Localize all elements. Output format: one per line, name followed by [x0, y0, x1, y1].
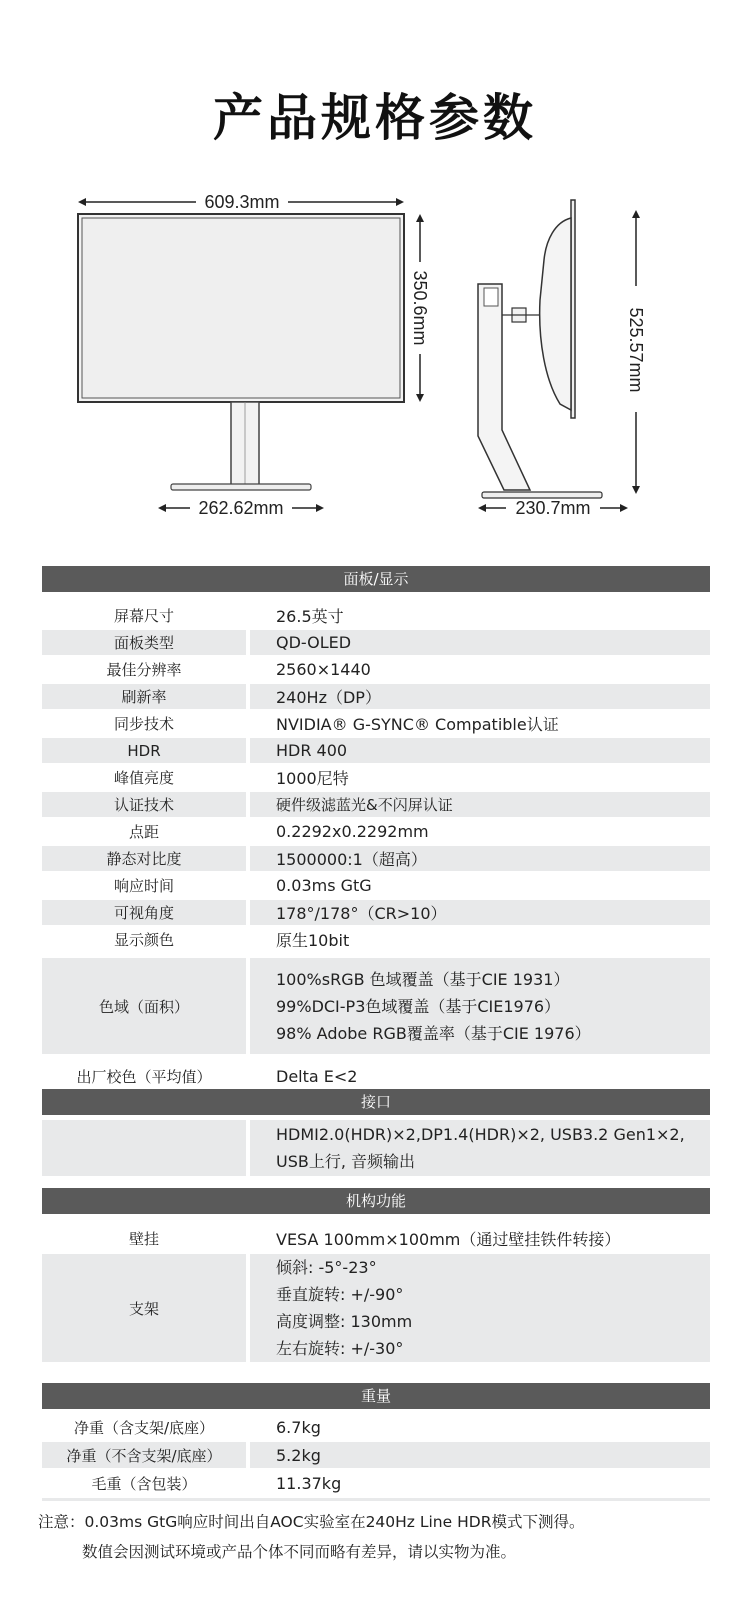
spec-label: 支架 — [42, 1254, 246, 1362]
spec-row — [42, 765, 710, 790]
spec-row — [42, 1414, 710, 1440]
spec-value: 0.2292x0.2292mm — [276, 822, 429, 841]
spec-label: HDR — [42, 738, 246, 763]
section-header-mechanical: 机构功能 — [42, 1188, 710, 1214]
spec-label: 毛重（含包装） — [91, 1474, 197, 1493]
spec-row — [42, 711, 710, 736]
gamut-line: 98% Adobe RGB覆盖率（基于CIE 1976） — [276, 1023, 591, 1043]
spec-value: QD-OLED — [250, 630, 710, 655]
spec-row — [42, 603, 710, 628]
spec-value: 11.37kg — [276, 1473, 342, 1493]
base-width-label: 262.62mm — [198, 498, 284, 518]
gamut-line: 100%sRGB 色域覆盖（基于CIE 1931） — [276, 969, 570, 989]
spec-label: 屏幕尺寸 — [113, 607, 174, 625]
spec-row — [42, 792, 710, 817]
spec-row — [42, 1442, 710, 1468]
spec-value: NVIDIA® G-SYNC® Compatible认证 — [276, 715, 559, 734]
spec-value: 26.5英寸 — [276, 607, 344, 626]
spec-value: 5.2kg — [250, 1442, 710, 1468]
spec-value: 1000尼特 — [276, 769, 349, 788]
front-view — [78, 214, 404, 490]
footnote-line: 注意：0.03ms GtG响应时间出自AOC实验室在240Hz Line HDR模式下测得。 — [38, 1513, 585, 1531]
dimension-diagram — [0, 190, 750, 550]
spec-row — [42, 873, 710, 898]
spec-value: 0.03ms GtG — [276, 876, 372, 895]
spec-label: 静态对比度 — [42, 846, 246, 871]
divider — [42, 1498, 710, 1501]
spec-label: 同步技术 — [113, 715, 174, 733]
ports-line: USB上行, 音频输出 — [276, 1152, 416, 1171]
spec-value: 240Hz（DP） — [250, 684, 710, 709]
spec-value: 原生10bit — [276, 931, 350, 950]
spec-row — [42, 738, 710, 763]
spec-row — [42, 927, 710, 952]
stand-line: 高度调整: 130mm — [276, 1312, 413, 1331]
stand-line: 垂直旋转: +/-90° — [276, 1285, 404, 1304]
spec-row — [42, 630, 710, 655]
spec-label: 显示颜色 — [113, 931, 174, 949]
spec-label: 净重（含支架/底座） — [73, 1418, 215, 1437]
spec-label: 色域（面积） — [42, 958, 246, 1054]
spec-value: Delta E<2 — [276, 1066, 358, 1086]
section-header-panel: 面板/显示 — [42, 566, 710, 592]
total-height-label: 525.57mm — [626, 307, 646, 393]
spec-value: 178°/178°（CR>10） — [250, 900, 710, 925]
spec-label: 点距 — [128, 823, 159, 841]
spec-label: 净重（不含支架/底座） — [42, 1442, 246, 1468]
footnote-line: 数值会因测试环境或产品个体不同而略有差异，请以实物为准。 — [82, 1543, 517, 1561]
spec-row — [42, 657, 710, 682]
ports-line: HDMI2.0(HDR)×2,DP1.4(HDR)×2, USB3.2 Gen1×2, — [276, 1125, 685, 1144]
spec-label: 峰值亮度 — [113, 769, 174, 787]
width-label: 609.3mm — [204, 192, 280, 212]
stand-line: 倾斜: -5°-23° — [276, 1258, 377, 1277]
spec-row — [42, 1226, 710, 1251]
spec-value: 2560×1440 — [276, 660, 371, 679]
spec-label: 响应时间 — [113, 877, 174, 895]
spec-value: 1500000:1（超高） — [250, 846, 710, 871]
spec-value — [250, 1254, 710, 1362]
spec-label: 壁挂 — [128, 1230, 159, 1248]
spec-value — [250, 958, 710, 1054]
spec-row — [42, 684, 710, 709]
side-view — [478, 200, 602, 498]
spec-label: 出厂校色（平均值） — [76, 1067, 212, 1086]
spec-value: 6.7kg — [276, 1417, 321, 1437]
spec-row-ports — [42, 1120, 710, 1176]
screen-height-label: 350.6mm — [410, 270, 430, 346]
spec-value: 硬件级滤蓝光&不闪屏认证 — [250, 792, 710, 817]
spec-label: 认证技术 — [42, 792, 246, 817]
spec-row-gamut — [42, 958, 710, 1054]
spec-row — [42, 1064, 710, 1088]
spec-value — [250, 1120, 710, 1176]
spec-label: 刷新率 — [42, 684, 246, 709]
spec-label: 最佳分辨率 — [106, 661, 182, 679]
spec-label: 可视角度 — [42, 900, 246, 925]
section-header-ports: 接口 — [42, 1089, 710, 1115]
spec-value: VESA 100mm×100mm（通过壁挂铁件转接） — [276, 1230, 621, 1249]
spec-row — [42, 900, 710, 925]
spec-row — [42, 819, 710, 844]
spec-row — [42, 1470, 710, 1496]
gamut-line: 99%DCI-P3色域覆盖（基于CIE1976） — [276, 996, 561, 1016]
spec-row-stand — [42, 1254, 710, 1362]
stand-line: 左右旋转: +/-30° — [276, 1339, 404, 1358]
footnotes — [38, 1507, 584, 1567]
page-title: 产品规格参数 — [213, 89, 537, 147]
spec-row — [42, 846, 710, 871]
depth-label: 230.7mm — [515, 498, 591, 518]
spec-label — [42, 1120, 246, 1176]
spec-label: 面板类型 — [42, 630, 246, 655]
section-header-weight: 重量 — [42, 1383, 710, 1409]
spec-value: HDR 400 — [250, 738, 710, 763]
